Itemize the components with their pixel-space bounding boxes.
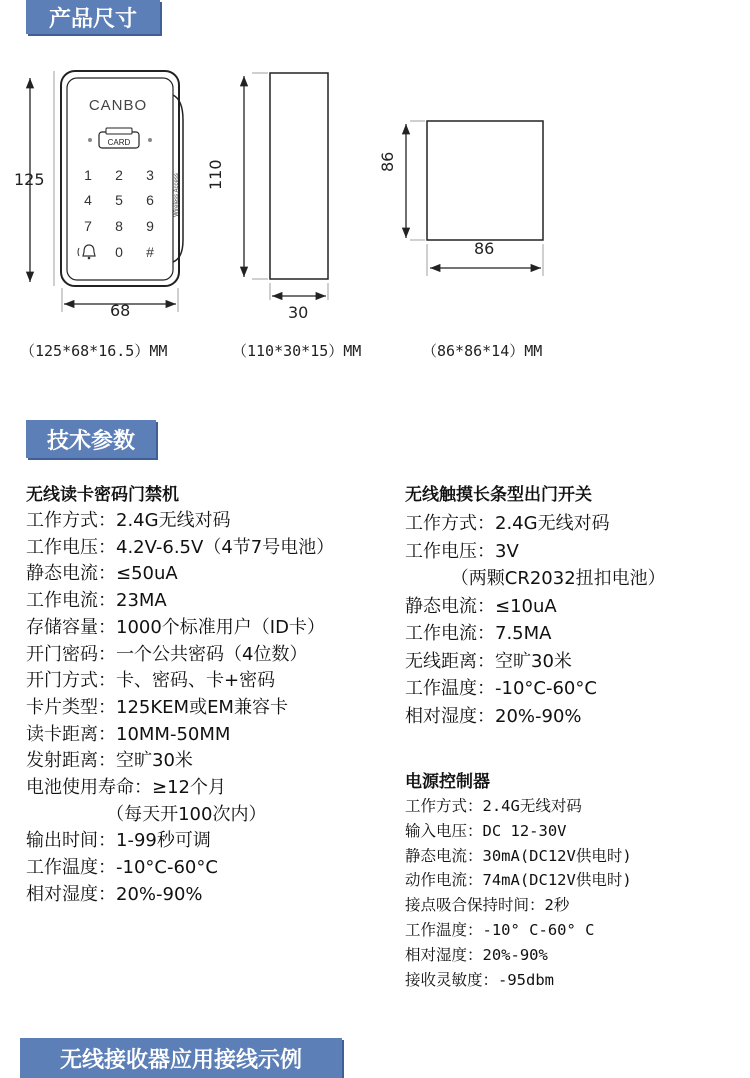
reader-title: 无线读卡密码门禁机 [26,485,179,505]
key-7: 7 [84,218,92,234]
power-spec-line: 接点吸合保持时间：2秒 [405,896,570,915]
key-0: 0 [115,244,123,260]
key-1: 1 [84,167,92,183]
brand-logo: CANBO [88,97,148,114]
power-spec-line: 静态电流：30mA(DC12V供电时) [405,846,632,865]
device1-caption: （125*68*16.5）MM [20,342,168,360]
reader-spec-list [26,508,334,909]
key-6: 6 [146,192,154,208]
reader-spec-line: 工作温度：-10°C-60°C [26,857,218,879]
reader-spec-line: 相对湿度：20%-90% [26,883,203,905]
device2-height-label: 110 [206,159,225,190]
wiring-section-header [20,1038,342,1078]
reader-spec-line: 发射距离：空旷30米 [26,750,193,772]
switch-spec-line: 工作方式：2.4G无线对码 [405,513,610,534]
power-controller-drawing [427,121,543,240]
side-text: Wireless Access [174,173,180,217]
device2-width-label: 30 [288,303,309,322]
device1-height-label: 125 [14,170,45,189]
bar-switch-drawing [270,73,328,279]
dimension-diagram [0,0,750,335]
switch-spec-line: 工作温度：-10°C-60°C [405,678,597,699]
switch-title: 无线触摸长条型出门开关 [405,485,592,505]
reader-spec-line: （每天开100次内） [26,803,267,825]
switch-spec-list [405,510,666,730]
key-4: 4 [84,192,92,208]
reader-spec-line: 存储容量：1000个标准用户（ID卡） [26,616,325,638]
reader-spec-line: 工作电流：23MA [26,590,167,612]
power-spec-line: 工作方式：2.4G无线对码 [405,797,582,815]
switch-spec-line: 工作电流：7.5MA [405,623,552,644]
power-spec-line: 工作温度：-10° C-60° C [405,920,595,939]
device3-caption: （86*86*14）MM [422,342,543,360]
tech-section-title: 技术参数 [46,428,135,454]
switch-spec-line: 无线距离：空旷30米 [405,650,572,672]
switch-spec-line: （两颗CR2032扭扣电池） [405,568,666,589]
device1-width-label: 68 [110,301,131,320]
reader-spec-line: 静态电流：≤50uA [26,563,178,585]
device3-width-label: 86 [474,239,495,258]
key-3: 3 [146,167,154,183]
power-spec-line: 动作电流：74mA(DC12V供电时) [405,871,632,890]
reader-spec-line: 输出时间：1-99秒可调 [26,830,211,852]
reader-spec-line: 读卡距离：10MM-50MM [26,723,231,745]
key-2: 2 [115,167,123,183]
power-spec-line: 接收灵敏度：-95dbm [405,970,554,989]
power-spec-line: 相对湿度：20%-90% [405,945,548,964]
key-8: 8 [115,218,123,234]
tech-section-header [26,420,156,458]
switch-spec-line: 相对湿度：20%-90% [405,705,582,727]
power-title: 电源控制器 [405,772,490,792]
power-spec-list [405,794,632,992]
switch-spec-line: 工作电压：3V [405,540,519,562]
size-section-title: 产品尺寸 [48,6,137,32]
reader-spec-line: 卡片类型：125KEM或EM兼容卡 [26,696,288,718]
switch-spec-line: 静态电流：≤10uA [405,595,557,617]
power-spec-line: 输入电压：DC 12-30V [405,821,567,840]
reader-spec-line: 开门密码：一个公共密码（4位数） [26,643,308,665]
reader-spec-line: 电池使用寿命：≥12个月 [26,777,226,799]
reader-spec-line: 工作电压：4.2V-6.5V（4节7号电池） [26,536,335,558]
device2-caption: （110*30*15）MM [232,342,362,360]
key-5: 5 [115,192,123,208]
reader-spec-line: 开门方式：卡、密码、卡+密码 [26,670,276,692]
reader-spec-line: 工作方式：2.4G无线对码 [26,510,231,531]
device3-height-label: 86 [378,151,397,172]
key-hash: # [146,244,154,260]
key-9: 9 [146,218,154,234]
card-label: CARD [107,138,131,147]
wiring-section-title: 无线接收器应用接线示例 [59,1047,302,1073]
